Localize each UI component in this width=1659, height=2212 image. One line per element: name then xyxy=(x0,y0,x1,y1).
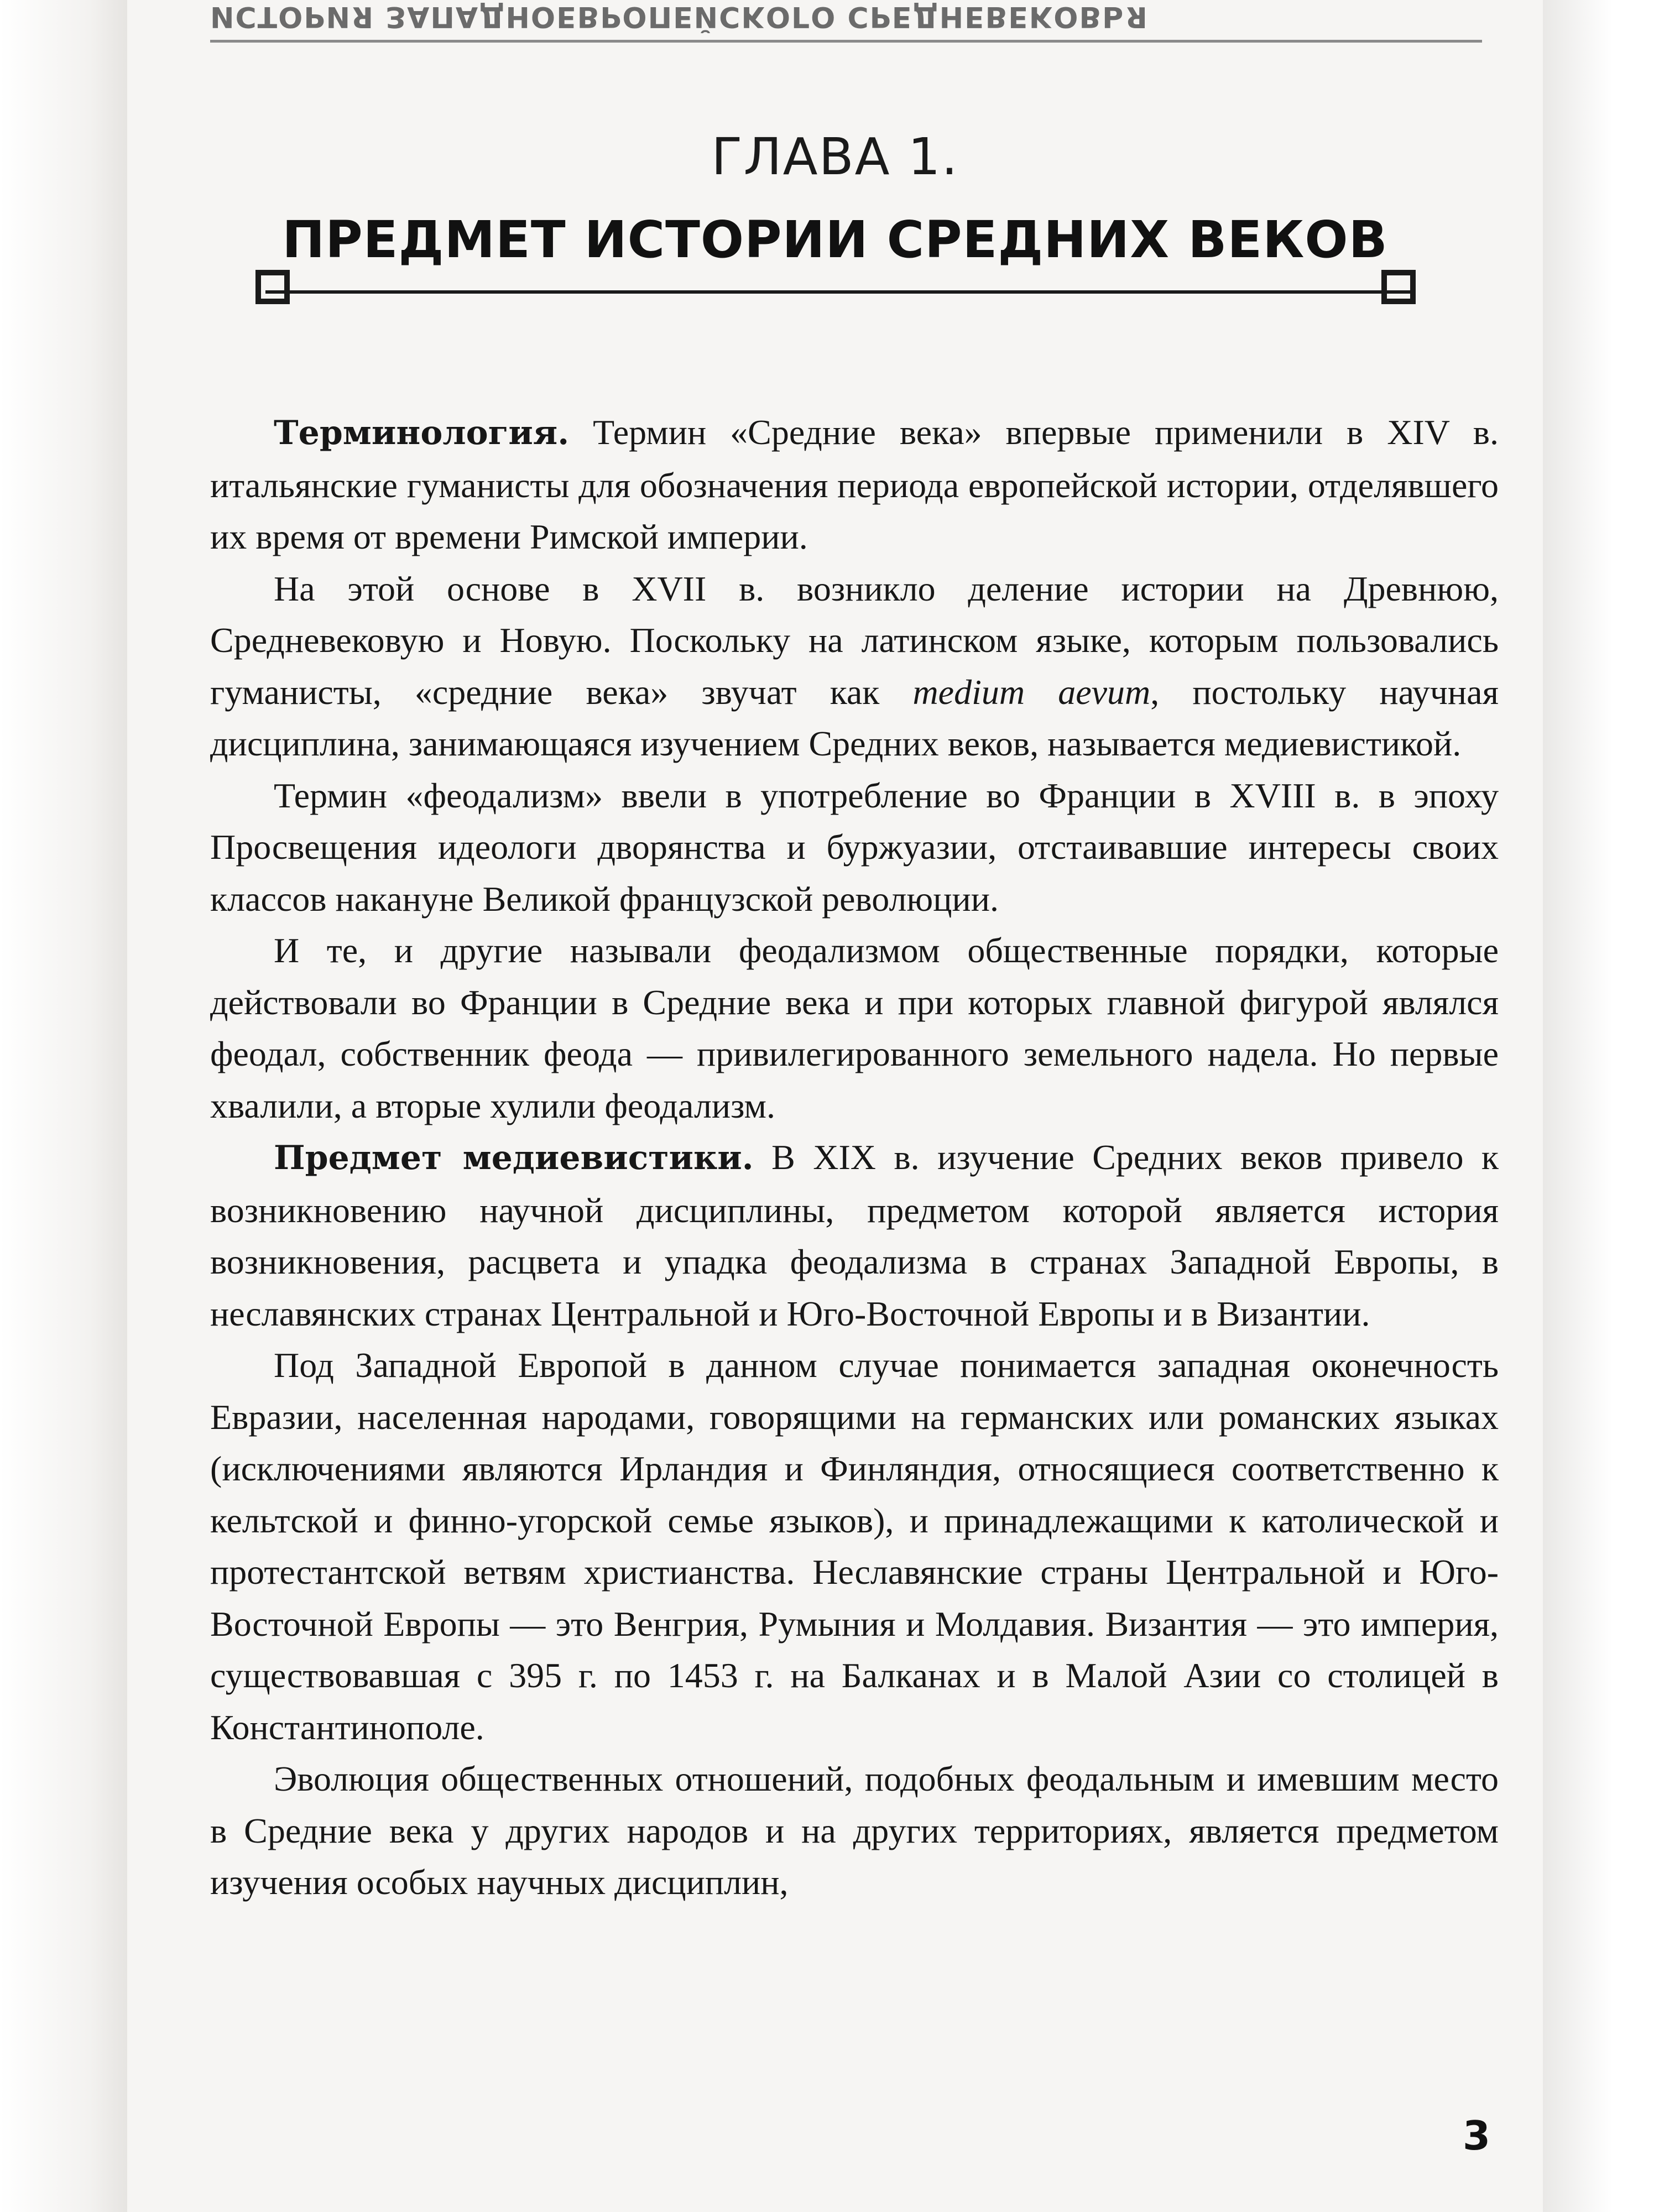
paragraph-terminology xyxy=(210,406,1499,563)
paragraph-text: И те, и другие называли феодализмом общественные порядки, которые действовали во Франции в Средние века и при которых главной фигурой являлся феодал, собственник феода — привилегированного земельного надела. Но первые хвалили, а вторые хулили феодализм. xyxy=(210,931,1499,1125)
page-gutter-right xyxy=(1543,0,1659,2212)
body-text xyxy=(210,406,1499,1908)
paragraph-text: Термин «феодализм» ввели в употребление во Франции в XVIII в. в эпоху Просвещения идеологи дворянства и буржуазии, отстаивавшие интересы своих классов накануне Великой французской революции. xyxy=(210,775,1499,919)
run-in-heading-terminology: Терминология. xyxy=(274,414,570,452)
paragraph-division xyxy=(210,563,1499,770)
title-rule-left-ornament xyxy=(255,270,290,304)
paragraph-text: Эволюция общественных отношений, подобных феодальным и имевшим место в Средние века у других народов и на других территориях, является предметом изучения особых научных дисциплин, xyxy=(210,1759,1499,1902)
run-in-heading-medieval-studies: Предмет медиевистики. xyxy=(274,1139,754,1177)
paragraph-text-tail: , постольку научная дисциплина, занимающаяся изучением Средних веков, называется медиевистикой. xyxy=(210,672,1499,763)
paragraph-feudalism-term xyxy=(210,770,1499,925)
title-rule-right-ornament xyxy=(1381,270,1416,304)
paragraph-feudal-order xyxy=(210,925,1499,1131)
chapter-label: ГЛАВА 1. xyxy=(711,127,959,186)
chapter-title: ПРЕДМЕТ ИСТОРИИ СРЕДНИХ ВЕКОВ xyxy=(282,210,1388,269)
book-page xyxy=(127,0,1543,2212)
paragraph-text: В XIX в. изучение Средних веков привело к возникновению научной дисциплины, предметом которой является история возникновения, расцвета и упадка феодализма в странах Западной Европы, в неславянских странах Центральной и Юго-Восточной Европы и в Византии. xyxy=(210,1138,1499,1333)
paragraph-text: Под Западной Европой в данном случае понимается западная оконечность Евразии, населенная народами, говорящими на германских или романских языках (исключениями являются Ирландия и Финляндия, относящиеся соответственно к кельтской и финно-угорской семье языков), и принадлежащими к католической и протестантской ветвям христианства. Неславянские страны Центральной и Юго-Восточной Европы — это Венгрия, Румыния и Молдавия. Византия — это империя, существовавшая с 395 г. по 1453 г. на Балканах и в Малой Азии со столицей в Константинополе. xyxy=(210,1345,1499,1747)
paragraph-western-europe xyxy=(210,1339,1499,1753)
paragraph-text: Термин «Средние века» впервые применили в XIV в. итальянские гуманисты для обозначения периода европейской истории, отделявшего их время от времени Римской империи. xyxy=(210,413,1499,556)
title-rule xyxy=(265,290,1410,294)
latin-phrase: medium aevum xyxy=(912,672,1151,712)
paragraph-medieval-studies xyxy=(210,1131,1499,1339)
running-head-rule xyxy=(210,40,1482,43)
running-head: ИСТОРИЯ ЗАПАДНОЕВРОПЕЙСКОГО СРЕДНЕВЕКОВЬЯ xyxy=(210,0,1149,33)
paragraph-evolution xyxy=(210,1753,1499,1908)
page-gutter-left xyxy=(0,0,127,2212)
page-number: 3 xyxy=(1463,2112,1491,2159)
paragraph-text: На этой основе в XVII в. возникло деление истории на Древнюю, Средневековую и Новую. Поскольку на латинском языке, которым пользовались гуманисты, «средние века» звучат как xyxy=(210,568,1499,712)
